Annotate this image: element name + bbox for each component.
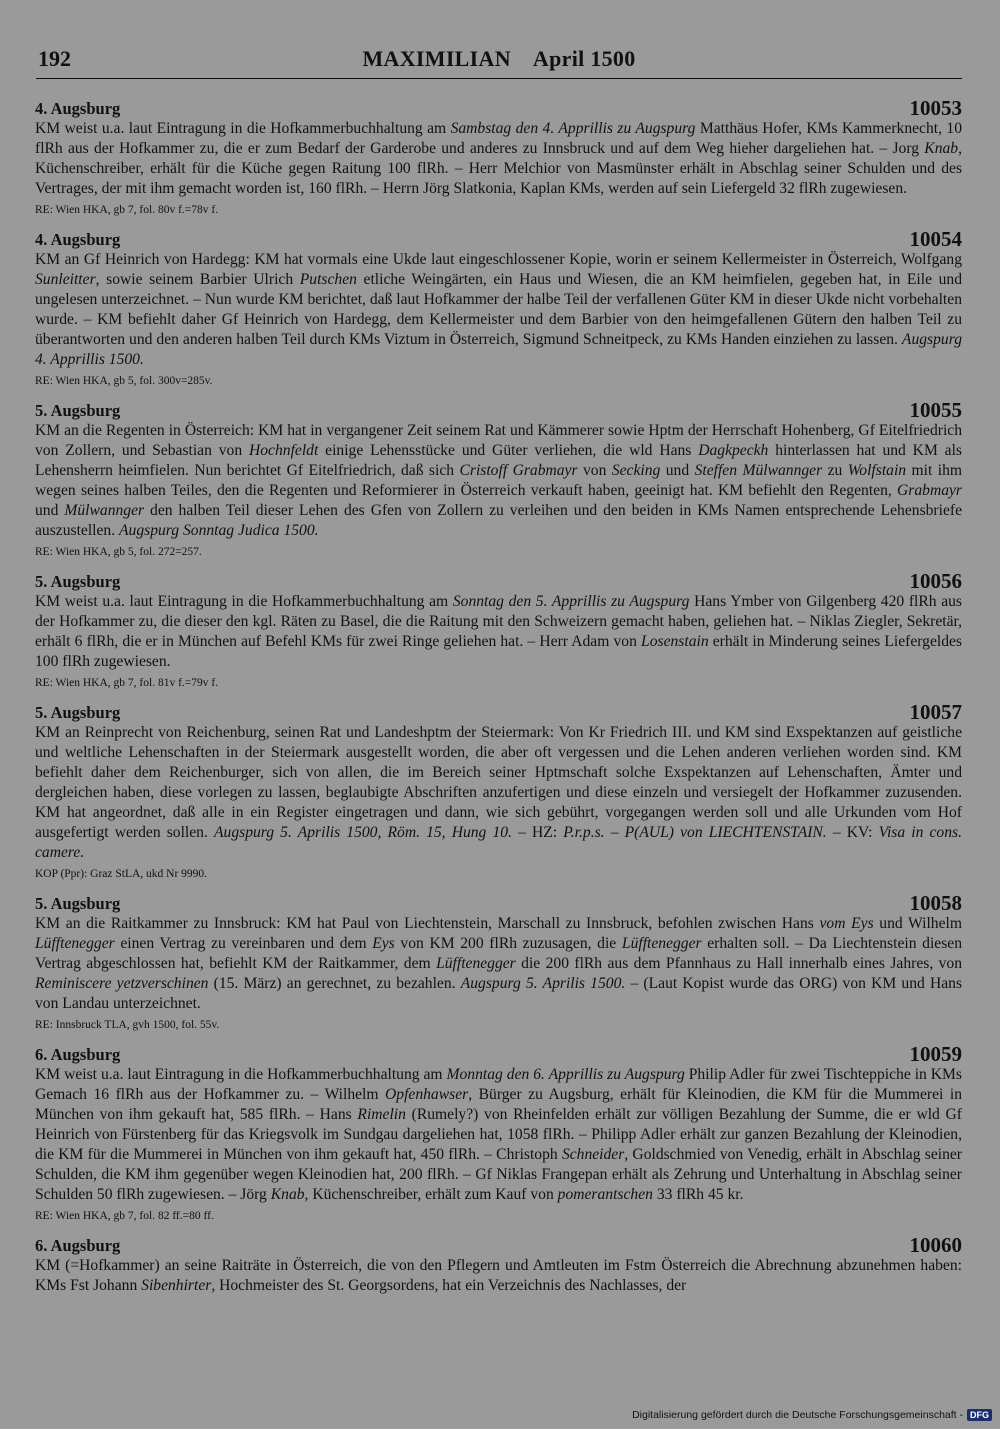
entry-italic-text: Opfenhawser bbox=[385, 1086, 469, 1103]
entry-text: , Küchenschreiber, erhält für die Küche gegen Raitung 100 flRh. – Herr Melchior von Masmünster erhält in Abschlag seiner Schulden und des Vertrages, der mit ihm gemacht worden ist, 160 flRh. – Herrn Jörg Slatkonia, Kaplan KMs, werden auf sein Liefergeld 32 flRh zugewiesen. bbox=[35, 140, 962, 197]
entry-italic-text: Dagkpeckh bbox=[698, 442, 769, 459]
entry-source: RE: Innsbruck TLA, gvh 1500, fol. 55v. bbox=[35, 1019, 220, 1031]
page-footer bbox=[632, 1407, 992, 1423]
entry-text: – (Laut Kopist wurde das ORG) von KM und Hans von Landau unterzeichnet. bbox=[35, 975, 963, 1012]
entry-italic-text: Wolfstain bbox=[847, 462, 907, 479]
entry-italic-text: Knab bbox=[924, 140, 959, 157]
entry-number: 10056 bbox=[909, 569, 962, 593]
footer-text: Digitalisierung gefördert durch die Deutsche Forschungsgemeinschaft - bbox=[632, 1409, 963, 1421]
entry-italic-text: Augspurg 5. Aprilis 1500. bbox=[460, 975, 626, 992]
entry bbox=[35, 570, 962, 691]
entry-header bbox=[35, 701, 962, 723]
entry-text: KM an die Raitkammer zu Innsbruck: KM hat Paul von Liechtenstein, Marschall zu Innsbruck, befohlen zwischen Hans bbox=[35, 915, 820, 932]
entry-source: RE: Wien HKA, gb 7, fol. 82 ff.=80 ff. bbox=[35, 1210, 214, 1222]
entry-text: etliche Weingärten, ein Haus und Wiesen, die an KM heimfielen, gegeben hat, in Eile und ungelesen unterzeichnet. – Nun wurde KM berichtet, daß laut Hofkammer der halbe Teil der verfallenen Güter KM in dieser Ukde nicht vorbehalten wurde. – KM befiehlt daher Gf Heinrich von Hardegg, dem Kellermeister und dem Barbier von den heimgefallenen Gütern den halben Teil zu überantworten und den anderen halben Teil durch KMs Viztum in Österreich, Sigmund Schneitpeck, zu KMs Handen einziehen zu lassen. bbox=[35, 271, 962, 348]
entry-italic-text: Monntag den 6. Apprillis zu Augspurg bbox=[446, 1066, 685, 1083]
entry-text: KM an Gf Heinrich von Hardegg: KM hat vormals eine Ukde laut eingeschlossener Kopie, worin er seinem Kellermeister in Österreich, Wolfgang bbox=[35, 251, 962, 268]
entry-body bbox=[35, 723, 962, 863]
entry-italic-text: Lüfftenegger bbox=[35, 935, 115, 952]
entry-text: – HZ: bbox=[511, 824, 564, 841]
entry-text: zu bbox=[822, 462, 848, 479]
entry-text: (Rumely?) von Rheinfelden erhält zur völligen Bezahlung der Summe, die er wld Gf Heinrich von Fürstenberg für das Kriegsvolk im Sundgau dargeliehen hat, 1058 flRh. – Philipp Adler erhält zur ganzen Bezahlung der Kleinodien, die KM für die Mummerei in München von ihm gekauft hat, 450 flRh. – Christoph bbox=[35, 1106, 962, 1163]
entry-date-place: 5. Augsburg bbox=[35, 894, 121, 913]
entry bbox=[35, 399, 962, 560]
running-title bbox=[36, 46, 962, 72]
entry-italic-text: Mülwannger bbox=[64, 502, 145, 519]
entry-italic-text: Lüfftenegger bbox=[621, 935, 702, 952]
entry-italic-text: Sunleitter bbox=[35, 271, 96, 288]
entry-text: 33 flRh 45 kr. bbox=[652, 1186, 744, 1203]
entry-text: KM weist u.a. laut Eintragung in die Hofkammerbuchhaltung am bbox=[35, 120, 451, 137]
entries-list bbox=[35, 97, 962, 1306]
entry-date-place: 5. Augsburg bbox=[35, 703, 121, 722]
entry-text: den halben Teil dieser Lehen des Gfen von Zollern zu verleihen und den beiden in KMs Namen entsprechende Lehensbriefe auszustellen. bbox=[35, 502, 962, 539]
entry-body bbox=[35, 119, 962, 199]
entry-number: 10060 bbox=[909, 1233, 962, 1257]
entry-text: KM an Reinprecht von Reichenburg, seinen Rat und Landeshptm der Steiermark: Von Kr Friedrich III. und KM sind Exspektanzen auf geistliche und weltliche Lehenschaften in der Steiermark ausgestellt worden, die aber oft vergessen und die Lehen anderen verliehen worden sind. KM befiehlt daher dem Reichenburger, sich von allen, die im Bereich seiner Hptmschaft solche Exspektanzen auf Lehenschaften, Ämter und dergleichen haben, diese vorlegen zu lassen, beglaubigte Abschriften anzufertigen und diese einzeln und versiegelt der Hofkammer zuzusenden. KM hat angeordnet, daß alle in ein Register eingetragen und dann, wie sich gebührt, vorgegangen werden soll und alle Urkunden vom Hof ausgefertigt werden sollen. bbox=[35, 724, 962, 841]
entry-text: – bbox=[604, 824, 625, 841]
entry-text: KM an die Regenten in Österreich: KM hat in vergangener Zeit seinem Rat und Kämmerer sowie Hptm der Herrschaft Hohenberg, Gf Eitelfriedrich von Zollern, und Sebastian von bbox=[35, 422, 962, 459]
entry-italic-text: Augspurg 5. Aprilis 1500, Röm. 15, Hung 10. bbox=[214, 824, 512, 841]
entry-text: von bbox=[577, 462, 612, 479]
entry bbox=[35, 892, 962, 1033]
entry-italic-text: Secking bbox=[611, 462, 661, 479]
entry bbox=[35, 97, 962, 218]
entry-text: (15. März) an gerechnet, zu bezahlen. bbox=[208, 975, 461, 992]
entry-text: mit ihm wegen seines halben Teiles, den die Regenten und Reformierer in Österreich verkauft haben, geeinigt hat. KM befiehlt den Regenten, bbox=[35, 462, 963, 499]
entry-date-place: 4. Augsburg bbox=[35, 99, 121, 118]
entry-italic-text: pomerantschen bbox=[557, 1186, 653, 1203]
entry-italic-text: Schneider bbox=[561, 1146, 625, 1163]
entry-text: , Goldschmied von Venedig, erhält in Abschlag seiner Schulden, die KM ihm gegenüber wegen Kleinodien hat, 200 flRh. – Gf Niklas Frangepan erhält als Zehrung und Unterhaltung in Abschlag seiner Schulden 50 flRh zugewiesen. – Jörg bbox=[35, 1146, 962, 1203]
entry-text: , sowie seinem Barbier Ulrich bbox=[95, 271, 300, 288]
entry-number: 10053 bbox=[909, 96, 962, 120]
entry-body bbox=[35, 1065, 962, 1205]
entry-body bbox=[35, 914, 962, 1014]
entry-italic-text: Augspurg 4. Apprillis 1500. bbox=[35, 331, 962, 368]
entry-source: KOP (Ppr): Graz StLA, ukd Nr 9990. bbox=[35, 868, 208, 880]
entry-text: KM weist u.a. laut Eintragung in die Hofkammerbuchhaltung am bbox=[35, 593, 453, 610]
entry-number: 10058 bbox=[909, 891, 962, 915]
page-header bbox=[36, 40, 962, 79]
entry-text: und bbox=[660, 462, 695, 479]
entry-italic-text: Sambstag den 4. Apprillis zu Augspurg bbox=[450, 120, 696, 137]
entry-number: 10057 bbox=[909, 700, 962, 724]
entry-italic-text: Hochnfeldt bbox=[249, 442, 319, 459]
entry-header bbox=[35, 97, 962, 119]
entry-text: Matthäus Hofer, KMs Kammerknecht, 10 flRh aus der Hofkammer zu, die er zum Bedarf der Garderobe und anderes zu Innsbruck und auf dem Weg hieher dargeliehen hat. – Jorg bbox=[35, 120, 962, 157]
entry bbox=[35, 701, 962, 882]
entry-text: und Wilhelm bbox=[873, 915, 962, 932]
entry-header bbox=[35, 399, 962, 421]
entry-text: von KM 200 flRh zuzusagen, die bbox=[394, 935, 622, 952]
entry-date-place: 6. Augsburg bbox=[35, 1045, 121, 1064]
entry-date-place: 5. Augsburg bbox=[35, 401, 121, 420]
entry bbox=[35, 1234, 962, 1296]
entry-text: Philip Adler für zwei Tischteppiche in KMs Gemach 16 flRh aus der Hofkammer zu. – Wilhelm bbox=[35, 1066, 962, 1103]
entry-source: RE: Wien HKA, gb 7, fol. 80v f.=78v f. bbox=[35, 204, 219, 216]
entry-number: 10059 bbox=[909, 1042, 962, 1066]
entry-text: , Bürger zu Augsburg, erhält für Kleinodien, die KM für die Mummerei in München von ihm gekauft hat, 585 flRh. – Hans bbox=[35, 1086, 962, 1123]
entry-date-place: 6. Augsburg bbox=[35, 1236, 121, 1255]
entry-italic-text: Knab bbox=[270, 1186, 305, 1203]
dfg-logo: DFG bbox=[967, 1409, 992, 1421]
entry-text: die 200 flRh aus dem Pfannhaus zu Hall innerhalb eines Jahres, von bbox=[515, 955, 962, 972]
running-title-right: April 1500 bbox=[532, 46, 636, 71]
entry-italic-text: Sibenhirter bbox=[141, 1277, 212, 1294]
entry-header bbox=[35, 1234, 962, 1256]
entry-source: RE: Wien HKA, gb 5, fol. 300v=285v. bbox=[35, 375, 213, 387]
entry-italic-text: Rimelin bbox=[357, 1106, 406, 1123]
entry-italic-text: Reminiscere yetzverschinen bbox=[35, 975, 209, 992]
entry-number: 10054 bbox=[909, 227, 962, 251]
entry-italic-text: Eys bbox=[372, 935, 395, 952]
entry-text: hinterlassen hat und KM als Lehensherrn heimfielen. Nun berichtet Gf Eitelfriedrich, daß sich bbox=[35, 442, 962, 479]
entry-italic-text: P.r.p.s. bbox=[563, 824, 605, 841]
entry-italic-text: Putschen bbox=[299, 271, 357, 288]
entry-italic-text: Cristoff Grabmayr bbox=[459, 462, 578, 479]
entry bbox=[35, 1043, 962, 1224]
entry-text: einige Lehensstücke und Güter verliehen, die wld Hans bbox=[318, 442, 699, 459]
entry-date-place: 5. Augsburg bbox=[35, 572, 121, 591]
entry-italic-text: Augspurg Sonntag Judica 1500. bbox=[119, 522, 319, 539]
entry-body bbox=[35, 250, 962, 370]
entry-text: , Küchenschreiber, erhält zum Kauf von bbox=[304, 1186, 558, 1203]
entry-body bbox=[35, 592, 962, 672]
entry-text: und bbox=[35, 502, 65, 519]
entry-text: KM (=Hofkammer) an seine Raiträte in Österreich, die von den Pflegern und Amtleuten im Fstm Österreich die Abrechnung abzunehmen haben: KMs Fst Johann bbox=[35, 1257, 962, 1294]
entry-italic-text: Lüfftenegger bbox=[436, 955, 516, 972]
entry-text: erhält in Minderung seines Liefergeldes 100 flRh zugewiesen. bbox=[35, 633, 962, 670]
entry-date-place: 4. Augsburg bbox=[35, 230, 121, 249]
entry-text: , Hochmeister des St. Georgsordens, hat ein Verzeichnis des Nachlasses, der bbox=[211, 1277, 687, 1294]
entry-italic-text: Grabmayr bbox=[897, 482, 962, 499]
entry-number: 10055 bbox=[909, 398, 962, 422]
entry-text: Hans Ymber von Gilgenberg 420 flRh aus der Hofkammer zu, die dieser den kgl. Räten zu Basel, die die Raitung mit den Schweizern gemacht haben, geliehen hat. – Niklas Ziegler, Sekretär, erhält 6 flRh, die er in München auf Befehl KMs für zwei Ringe geliehen hat. – Herr Adam von bbox=[35, 593, 962, 650]
entry-header bbox=[35, 892, 962, 914]
entry-header bbox=[35, 570, 962, 592]
entry-text: erhalten soll. – Da Liechtenstein diesen Vertrag abgeschlossen hat, befiehlt KM der Raitkammer, dem bbox=[35, 935, 963, 972]
entry-body bbox=[35, 421, 962, 541]
entry-italic-text: Steffen Mülwannger bbox=[694, 462, 823, 479]
entry-source: RE: Wien HKA, gb 5, fol. 272=257. bbox=[35, 546, 202, 558]
page-number: 192 bbox=[38, 46, 71, 71]
entry-text: einen Vertrag zu vereinbaren und dem bbox=[114, 935, 373, 952]
entry-text: KM weist u.a. laut Eintragung in die Hofkammerbuchhaltung am bbox=[35, 1066, 447, 1083]
entry-header bbox=[35, 1043, 962, 1065]
entry-italic-text: P(AUL) von LIECHTENSTAIN. bbox=[624, 824, 827, 841]
entry-text: – KV: bbox=[826, 824, 879, 841]
running-title-left: MAXIMILIAN bbox=[362, 46, 511, 71]
entry-italic-text: vom Eys bbox=[819, 915, 874, 932]
entry-body bbox=[35, 1256, 962, 1296]
entry-source: RE: Wien HKA, gb 7, fol. 81v f.=79v f. bbox=[35, 677, 219, 689]
entry-italic-text: Sonntag den 5. Apprillis zu Augspurg bbox=[452, 593, 690, 610]
entry-italic-text: Visa in cons. camere. bbox=[35, 824, 962, 861]
entry bbox=[35, 228, 962, 389]
entry-header bbox=[35, 228, 962, 250]
entry-italic-text: Losenstain bbox=[641, 633, 709, 650]
